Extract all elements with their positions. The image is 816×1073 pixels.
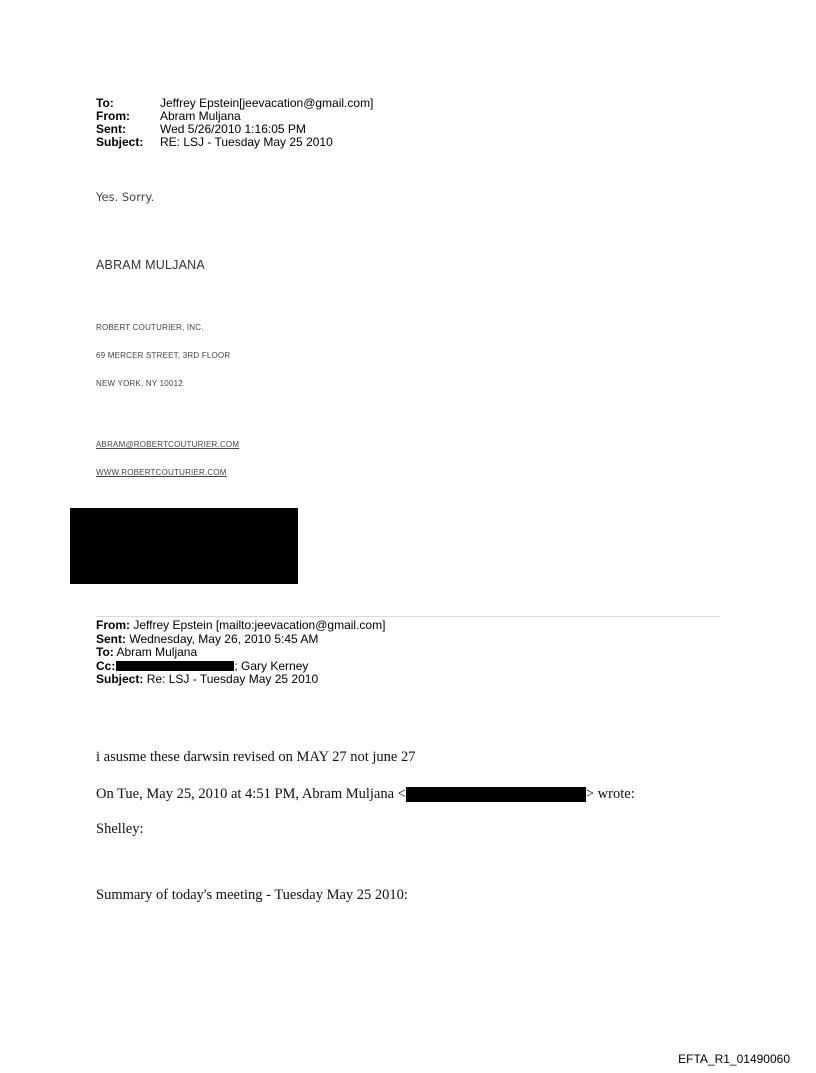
header-subject-label: Subject:	[96, 135, 144, 149]
forwarded-cc-value: ; Gary Kerney	[234, 658, 309, 673]
forwarded-cc-row	[96, 660, 716, 674]
email-header	[96, 97, 696, 149]
forwarded-to-row	[96, 646, 716, 660]
greeting: Shelley:	[96, 821, 144, 837]
signature-address-line2: NEW YORK, NY 10012	[96, 379, 183, 388]
forwarded-to-label: To:	[96, 645, 114, 659]
header-sent-label: Sent:	[96, 122, 126, 136]
document-id: EFTA_R1_01490060	[678, 1052, 790, 1066]
header-subject-value: RE: LSJ - Tuesday May 25 2010	[160, 135, 333, 149]
header-from-label: From:	[96, 109, 130, 123]
forwarded-subject-value: Re: LSJ - Tuesday May 25 2010	[146, 672, 319, 686]
quote-suffix: > wrote:	[585, 786, 635, 802]
redacted-email	[406, 787, 586, 802]
forwarded-from-row	[96, 619, 716, 633]
forwarded-from-value: Jeffrey Epstein [mailto:jeevacation@gmail.com]	[133, 618, 386, 632]
signature-email-link[interactable]: ABRAM@ROBERTCOUTURIER.COM	[96, 440, 240, 449]
message-divider	[96, 616, 720, 617]
signature-website-link[interactable]: WWW.ROBERTCOUTURIER.COM	[96, 468, 227, 477]
forwarded-from-label: From:	[96, 618, 130, 632]
forwarded-subject-row	[96, 673, 716, 687]
quote-attribution	[96, 786, 635, 803]
quote-prefix: On Tue, May 25, 2010 at 4:51 PM, Abram Muljana <	[96, 786, 406, 802]
header-sent-value: Wed 5/26/2010 1:16:05 PM	[160, 122, 306, 136]
redacted-cc	[116, 661, 234, 671]
header-subject-row	[96, 136, 696, 149]
forwarded-sent-label: Sent:	[96, 631, 126, 646]
forwarded-to-value: Abram Muljana	[116, 645, 198, 659]
header-from-value: Abram Muljana	[160, 109, 241, 123]
redacted-block	[70, 508, 298, 584]
forwarded-sent-row	[96, 633, 716, 647]
forwarded-header	[96, 619, 716, 687]
signature-company: ROBERT COUTURIER, INC.	[96, 323, 204, 332]
meeting-summary-title: Summary of today's meeting - Tuesday May 25 2010:	[96, 887, 408, 903]
header-to-value: Jeffrey Epstein[jeevacation@gmail.com]	[160, 96, 374, 110]
forwarded-sent-value: Wednesday, May 26, 2010 5:45 AM	[129, 631, 319, 646]
signature-address-line1: 69 MERCER STREET, 3RD FLOOR	[96, 351, 231, 360]
header-to-label: To:	[96, 96, 114, 110]
message-line: i asusme these darwsin revised on MAY 27 not june 27	[96, 749, 416, 765]
signature-name: ABRAM MULJANA	[96, 258, 205, 272]
forwarded-cc-label: Cc:	[96, 658, 116, 673]
reply-text: Yes. Sorry.	[96, 190, 155, 204]
forwarded-subject-label: Subject:	[96, 672, 144, 686]
